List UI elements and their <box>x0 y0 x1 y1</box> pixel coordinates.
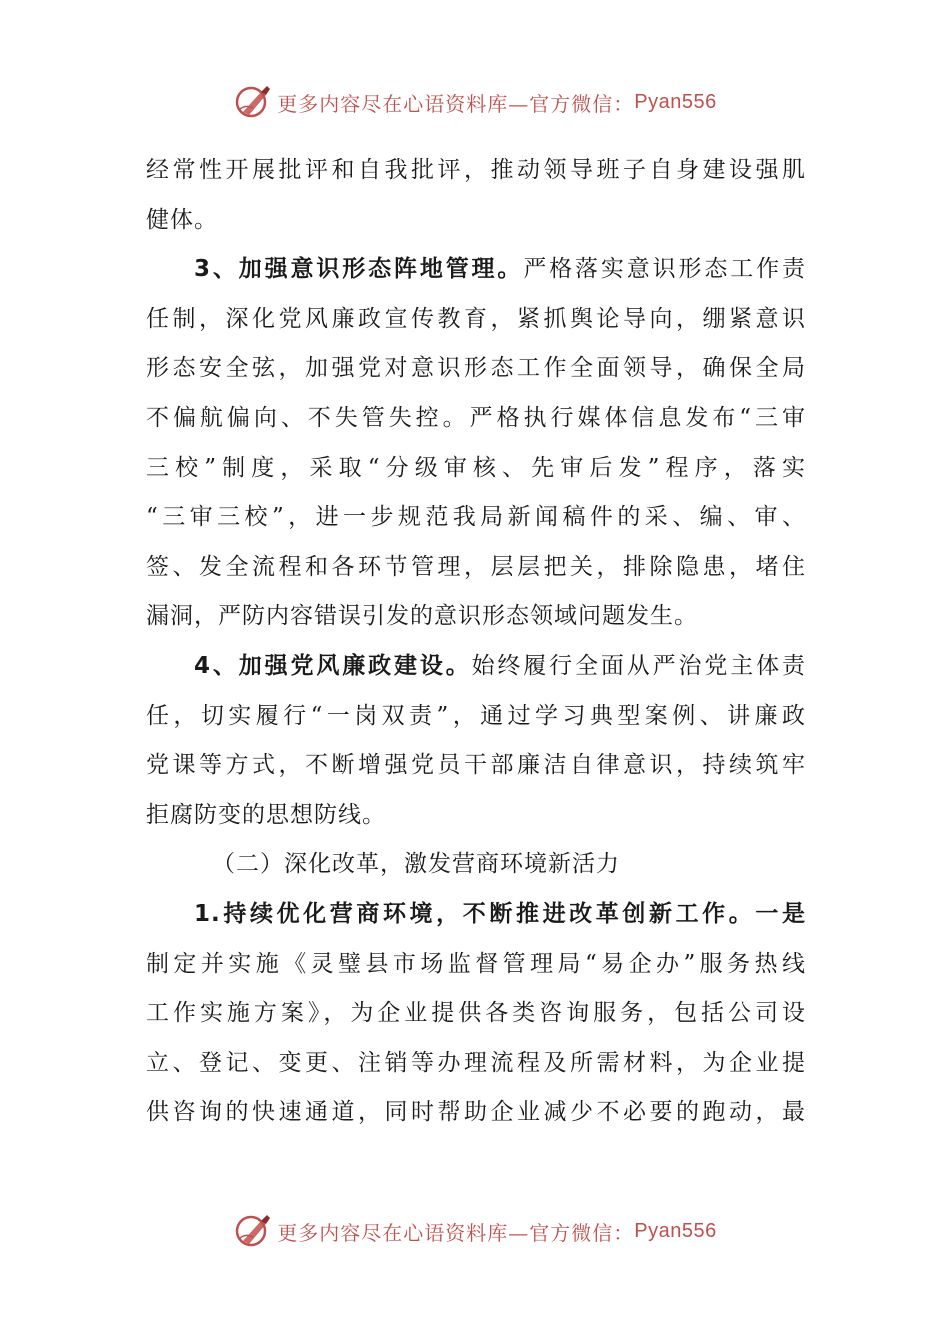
body-line: 不偏航偏向、不失管失控。严格执行媒体信息发布“三审 <box>146 404 806 431</box>
footer-watermark <box>0 1211 950 1251</box>
header-watermark <box>0 82 950 122</box>
watermark-wechat-id: Pyan556 <box>634 1219 717 1242</box>
watermark-text: 更多内容尽在心语资料库—官方微信： <box>277 1220 635 1245</box>
body-line: 漏洞，严防内容错误引发的意识形态领域问题发生。 <box>146 603 698 630</box>
section-3-line <box>146 245 806 295</box>
section-4-text: 始终履行全面从严治党主体责 <box>471 652 806 679</box>
subsection-heading: （二）深化改革，激发营商环境新活力 <box>212 851 620 878</box>
section-4-heading: 4、加强党风廉政建设。 <box>194 652 472 679</box>
document-body <box>146 146 806 1138</box>
body-line: 任，切实履行“一岗双责”，通过学习典型案例、讲廉政 <box>146 702 806 729</box>
body-line: 制定并实施《灵璧县市场监督管理局“易企办”服务热线 <box>146 950 806 977</box>
body-line: 供咨询的快速通道，同时帮助企业减少不必要的跑动，最 <box>146 1099 806 1126</box>
body-line: “三审三校”，进一步规范我局新闻稿件的采、编、审、 <box>146 504 806 531</box>
watermark-wechat-id: Pyan556 <box>634 90 717 113</box>
pen-logo-icon <box>233 1211 273 1251</box>
body-line: 签、发全流程和各环节管理，层层把关，排除隐患，堵住 <box>146 553 806 580</box>
body-line: 拒腐防变的思想防线。 <box>146 801 386 828</box>
section-4-line <box>146 642 806 692</box>
watermark-text: 更多内容尽在心语资料库—官方微信： <box>277 91 635 116</box>
body-line: 立、登记、变更、注销等办理流程及所需材料，为企业提 <box>146 1049 806 1076</box>
body-line: 三校”制度，采取“分级审核、先审后发”程序，落实 <box>146 454 806 481</box>
item-1-heading: 1.持续优化营商环境，不断推进改革创新工作。一是 <box>194 900 806 927</box>
body-line: 任制，深化党风廉政宣传教育，紧抓舆论导向，绷紧意识 <box>146 305 806 332</box>
body-line: 经常性开展批评和自我批评，推动领导班子自身建设强肌 <box>146 157 806 183</box>
body-line: 形态安全弦，加强党对意识形态工作全面领导，确保全局 <box>146 355 806 382</box>
section-3-text: 严格落实意识形态工作责 <box>523 256 807 283</box>
body-line: 健体。 <box>146 206 218 233</box>
body-line: 党课等方式，不断增强党员干部廉洁自律意识，持续筑牢 <box>146 752 806 779</box>
section-3-heading: 3、加强意识形态阵地管理。 <box>194 256 524 283</box>
body-line: 工作实施方案》，为企业提供各类咨询服务，包括公司设 <box>146 1000 806 1027</box>
pen-logo-icon <box>233 82 273 122</box>
